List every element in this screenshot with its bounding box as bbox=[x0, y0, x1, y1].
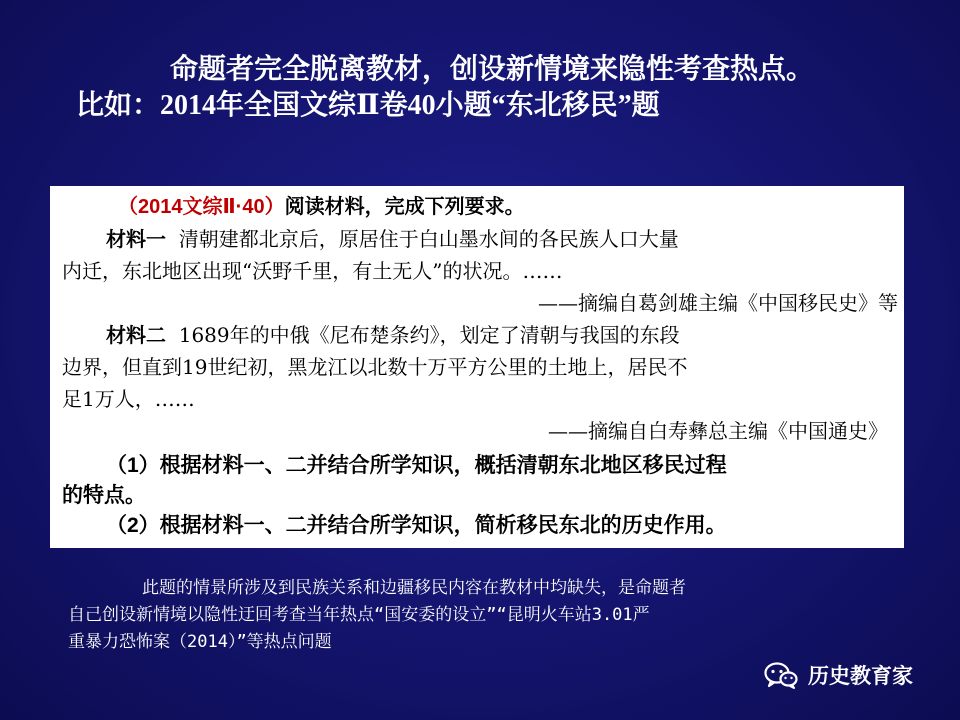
material-2-line-2: 边界，但直到19世纪初，黑龙江以北数十万平方公里的土地上，居民不 bbox=[62, 355, 688, 379]
question-source-tag: （2014文综Ⅱ·40） bbox=[118, 196, 285, 218]
material-1-line-1: 材料一 清朝建都北京后，原居住于白山墨水间的各民族人口大量 bbox=[106, 227, 679, 251]
wechat-watermark bbox=[764, 660, 913, 690]
heading-line-2: 比如：2014年全国文综Ⅱ卷40小题“东北移民”题 bbox=[76, 90, 660, 121]
material-1-label: 材料一 bbox=[106, 227, 166, 251]
material-2-citation: ——摘编自白寿彝总主编《中国通史》 bbox=[548, 419, 888, 443]
heading-line-1: 命题者完全脱离教材，创设新情境来隐性考查热点。 bbox=[170, 54, 815, 85]
wechat-icon bbox=[764, 661, 798, 689]
question-instruction: 阅读材料，完成下列要求。 bbox=[284, 196, 525, 218]
note-line-2: 自己创设新情境以隐性迂回考查当年热点“国安委的设立”“昆明火车站3.01严 bbox=[68, 605, 650, 625]
question-1-line-1: （1）根据材料一、二并结合所学知识，概括清朝东北地区移民过程 bbox=[106, 454, 727, 477]
watermark-text: 历史教育家 bbox=[808, 664, 913, 688]
note-line-1: 此题的情景所涉及到民族关系和边疆移民内容在教材中均缺失，是命题者 bbox=[142, 578, 686, 598]
material-1-citation: ——摘编自葛剑雄主编《中国移民史》等 bbox=[538, 291, 898, 315]
commentary-note bbox=[68, 575, 938, 656]
material-1-line-2: 内迁，东北地区出现“沃野千里，有土无人”的状况。…… bbox=[62, 259, 563, 283]
question-header bbox=[62, 194, 954, 221]
material-2-label: 材料二 bbox=[106, 323, 166, 347]
note-line-3: 重暴力恐怖案（2014）”等热点问题 bbox=[68, 632, 332, 652]
material-2-line-1: 材料二 1689年的中俄《尼布楚条约》，划定了清朝与我国的东段 bbox=[106, 323, 680, 347]
exam-material-box bbox=[50, 186, 904, 548]
question-1-line-2: 的特点。 bbox=[62, 484, 146, 507]
question-2: （2）根据材料一、二并结合所学知识，简析移民东北的历史作用。 bbox=[106, 514, 727, 537]
material-2-line-3: 足1万人，…… bbox=[62, 387, 195, 411]
